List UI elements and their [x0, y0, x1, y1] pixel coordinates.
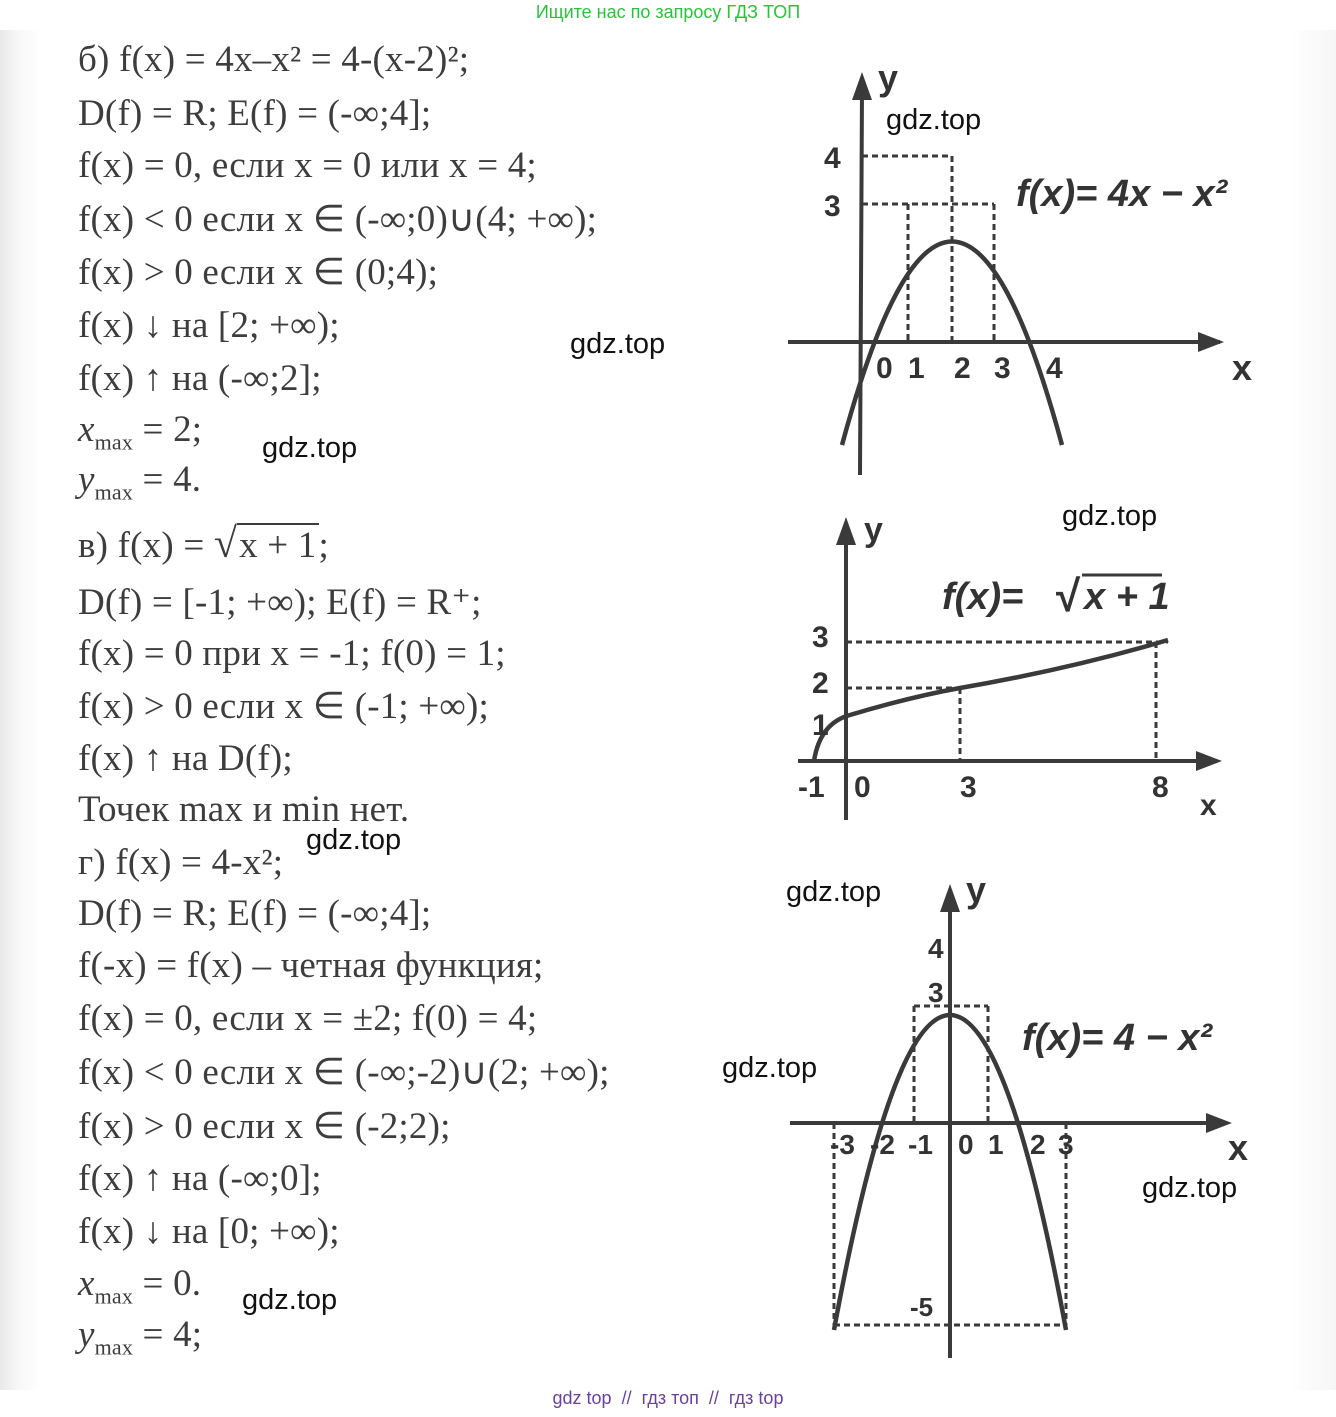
formula-radicand: x + 1 [1084, 576, 1170, 618]
x-tick-neg3: -3 [830, 1129, 855, 1160]
line-b-ymax: $y_{max} = 4$. [78, 459, 202, 505]
line-g-domain: D(f) = R; E(f) = (-∞;4]; [78, 893, 432, 934]
y-tick-3: 3 [812, 621, 829, 654]
footer-separator: // [708, 1388, 719, 1408]
x-tick-1: 1 [988, 1129, 1004, 1160]
y-tick-3: 3 [824, 190, 841, 223]
line-b-negative: f(x) < 0 если x ∈ (-∞;0)∪(4; +∞); [78, 199, 598, 240]
x-tick-3: 3 [994, 352, 1011, 385]
formula-label-prefix: f(x)= [942, 576, 1024, 618]
x-tick-neg1: -1 [908, 1129, 933, 1160]
line-b-positive: f(x) > 0 если x ∈ (0;4); [78, 252, 439, 293]
line-v-zeros: f(x) = 0 при x = -1; f(0) = 1; [78, 633, 506, 674]
y-axis-label: y [966, 869, 987, 910]
search-banner[interactable]: Ищите нас по запросу ГДЗ ТОП [535, 2, 801, 22]
x-tick-2: 2 [954, 352, 971, 385]
x-axis-label: x [1228, 1127, 1249, 1168]
line-g-ymax: $y_{max} = 4$; [78, 1314, 203, 1360]
y-tick-4: 4 [824, 142, 841, 175]
y-axis-arrow [940, 884, 960, 912]
line-g-parity: f(-x) = f(x) – четная функция; [78, 945, 544, 986]
watermark: gdz.top [306, 824, 402, 856]
y-axis-label: y [878, 57, 899, 98]
x-tick-8: 8 [1152, 771, 1169, 804]
x-tick-1: 1 [908, 352, 925, 385]
watermark: gdz.top [242, 1284, 338, 1316]
line-b-domain: D(f) = R; E(f) = (-∞;4]; [78, 93, 432, 134]
x-tick-0: 0 [854, 771, 871, 804]
x-tick-3: 3 [960, 771, 977, 804]
line-g-positive: f(x) > 0 если x ∈ (-2;2); [78, 1106, 451, 1147]
line-g-increasing: f(x) ↑ на (-∞;0]; [78, 1158, 322, 1199]
line-g-zeros: f(x) = 0, если x = ±2; f(0) = 4; [78, 998, 538, 1039]
x-axis-label: x [1200, 789, 1217, 822]
line-g-negative: f(x) < 0 если x ∈ (-∞;-2)∪(2; +∞); [78, 1052, 610, 1093]
line-v-domain: D(f) = [-1; +∞); E(f) = R⁺; [78, 582, 482, 623]
line-v-increasing: f(x) ↑ на D(f); [78, 738, 293, 779]
line-g-definition: г) f(x) = 4-x²; [78, 842, 284, 883]
y-axis-arrow [836, 517, 856, 545]
x-axis-label: x [1232, 347, 1253, 388]
line-v-extrema: Точек max и min нет. [78, 789, 410, 830]
y-tick-1: 1 [812, 709, 829, 742]
x-axis-arrow [1198, 332, 1224, 352]
x-tick-2: 2 [1030, 1129, 1046, 1160]
line-b-xmax: $x_{max} = 2$; [78, 409, 203, 455]
graph-sqrt [790, 505, 1240, 825]
x-tick-neg2: -2 [870, 1129, 895, 1160]
x-tick-4: 4 [1046, 352, 1063, 385]
line-b-increasing: f(x) ↑ на (-∞;2]; [78, 358, 322, 399]
footer-link-gdz-top[interactable]: gdz top [552, 1388, 612, 1408]
y-tick-neg5: -5 [910, 1292, 934, 1322]
footer-separator: // [621, 1388, 632, 1408]
line-v-definition: в) f(x) = √x + 1; [78, 521, 329, 567]
line-g-decreasing: f(x) ↓ на [0; +∞); [78, 1211, 340, 1252]
line-v-positive: f(x) > 0 если x ∈ (-1; +∞); [78, 686, 490, 727]
x-axis-arrow [1196, 751, 1222, 771]
x-tick-0: 0 [958, 1129, 974, 1160]
watermark: gdz.top [262, 432, 358, 464]
watermark: gdz.top [1062, 500, 1158, 532]
graph-parabola-4 [790, 870, 1260, 1360]
line-g-xmax: $x_{max} = 0$. [78, 1263, 202, 1309]
watermark: gdz.top [886, 104, 982, 136]
sqrt-curve [814, 640, 1168, 761]
y-tick-2: 2 [812, 667, 829, 700]
formula-label: f(x)= 4 − x² [1022, 1017, 1213, 1059]
footer-link-gdz-top-ru[interactable]: гдз топ [641, 1388, 699, 1408]
x-tick-neg1: -1 [798, 771, 825, 804]
line-b-zeros: f(x) = 0, если x = 0 или x = 4; [78, 145, 537, 186]
footer-links [0, 1388, 1336, 1409]
watermark: gdz.top [786, 876, 882, 908]
x-tick-0: 0 [876, 352, 893, 385]
line-b-decreasing: f(x) ↓ на [2; +∞); [78, 305, 340, 346]
watermark: gdz.top [570, 328, 666, 360]
y-tick-4: 4 [928, 933, 944, 964]
y-tick-3: 3 [928, 977, 944, 1008]
x-tick-3: 3 [1058, 1129, 1074, 1160]
formula-label: f(x)= 4x − x² [1016, 173, 1228, 215]
watermark: gdz.top [722, 1052, 818, 1084]
watermark: gdz.top [1142, 1172, 1238, 1204]
y-axis-label: y [864, 511, 883, 549]
formula-radical-sign: √ [1056, 572, 1081, 621]
graph1-labels [780, 50, 1260, 400]
line-b-definition: б) f(x) = 4x–x² = 4-(x-2)²; [78, 39, 470, 80]
footer-link-gdz-top-mixed[interactable]: гдз top [728, 1388, 784, 1408]
